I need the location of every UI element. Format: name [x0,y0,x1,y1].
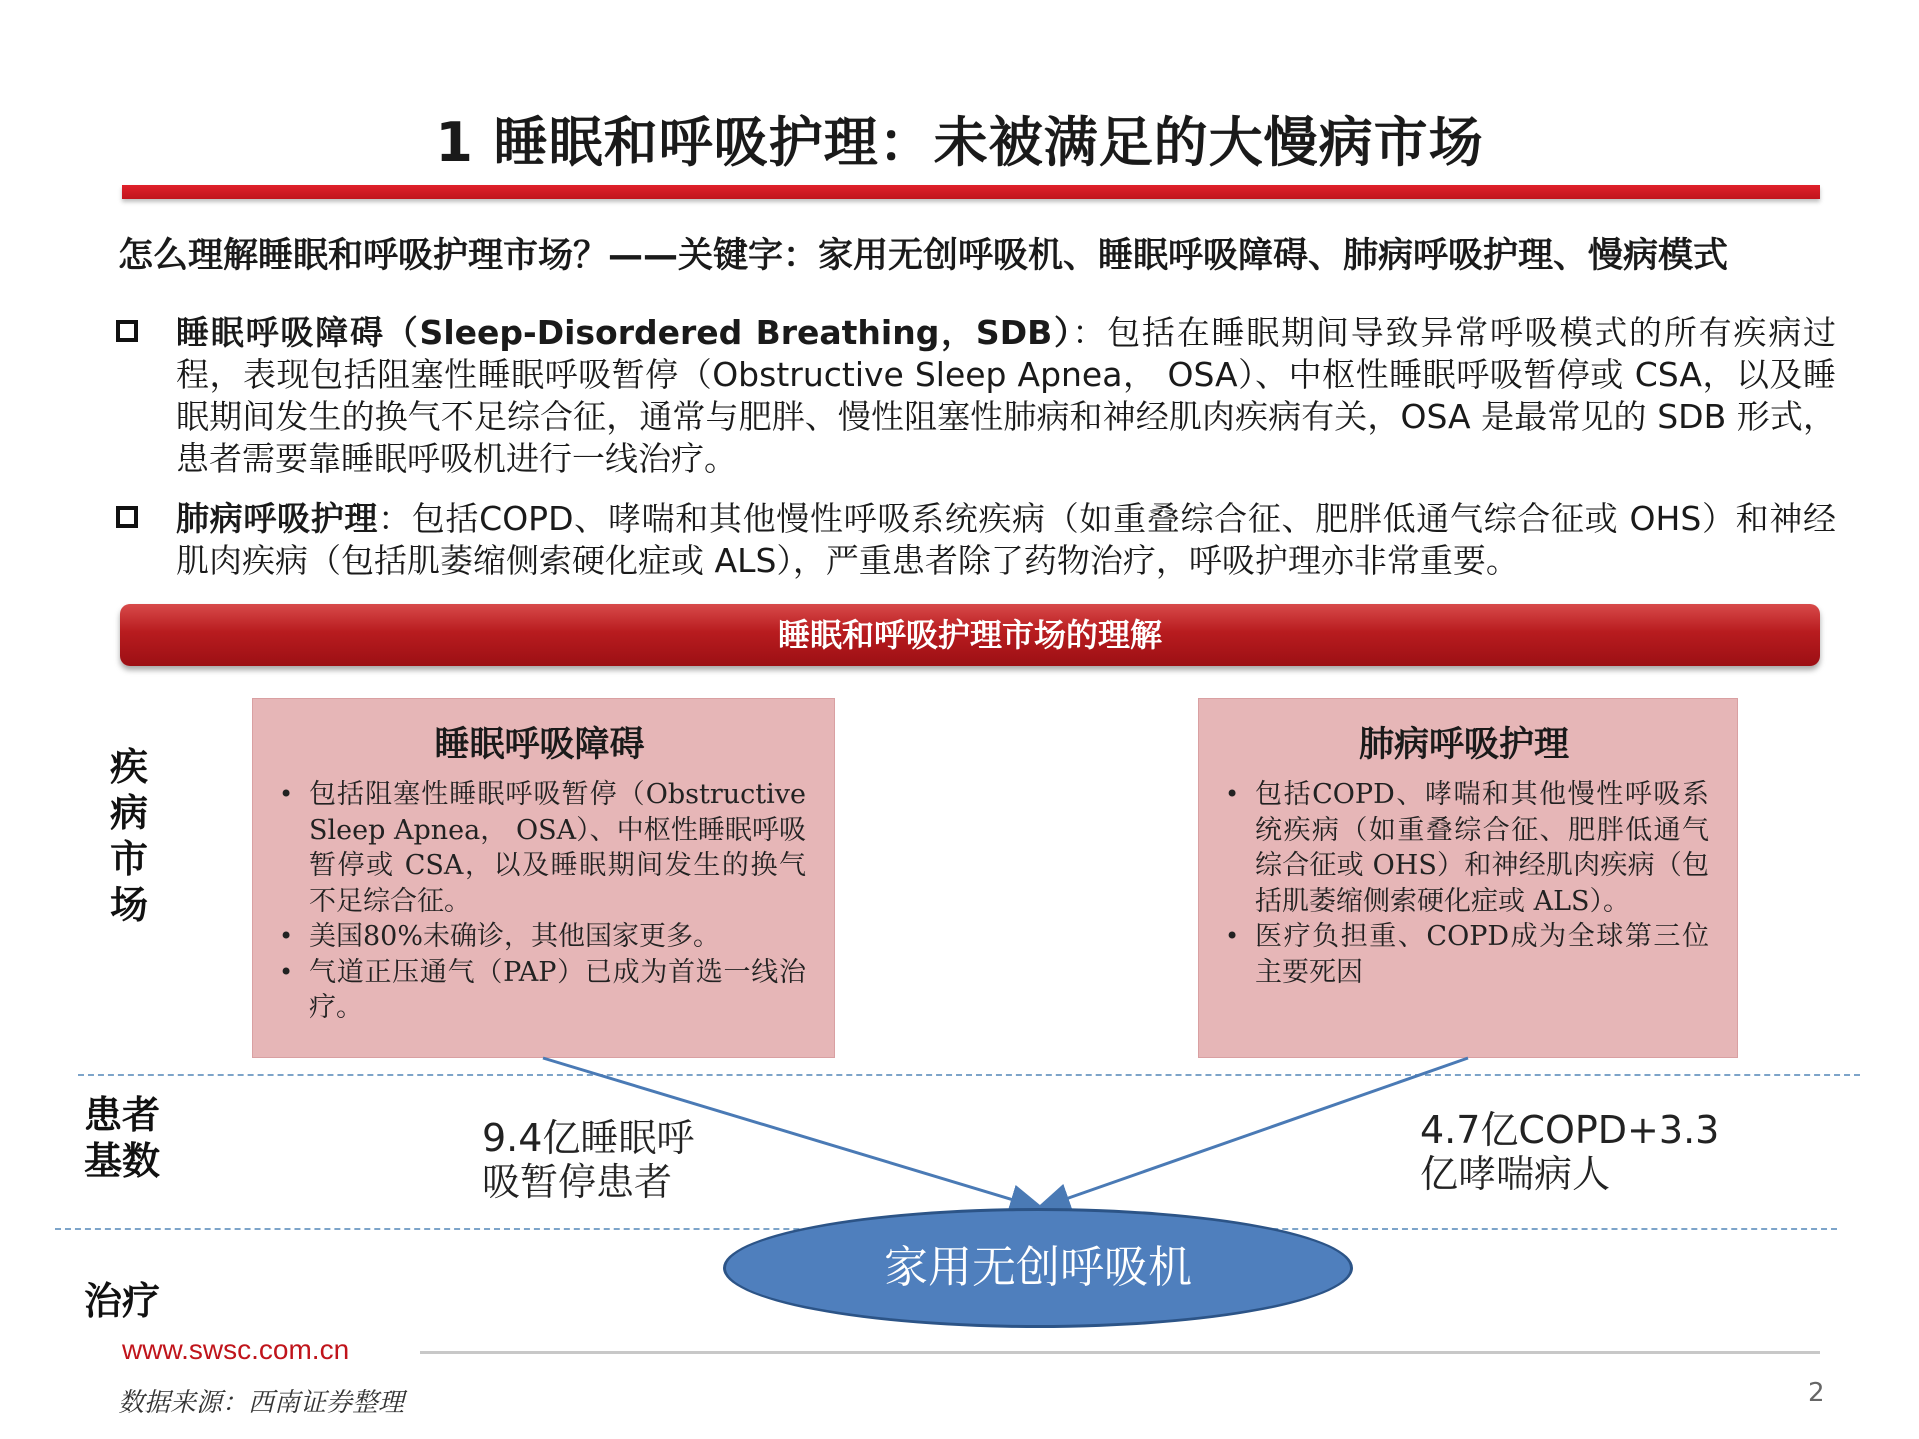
arrow-right [1040,1058,1468,1208]
patient-count-sleep-apnea: 9.4亿睡眠呼吸暂停患者 [482,1116,695,1204]
section-banner: 睡眠和呼吸护理市场的理解 [120,604,1820,666]
bullet-text: ：包括COPD、哮喘和其他慢性呼吸系统疾病（如重叠综合征、肥胖低通气综合征或 OHS）和神经肌肉疾病（包括肌萎缩侧索硬化症或 ALS），严重患者除了药物治疗，呼吸护理亦非常重要。 [176,499,1836,580]
list-item: • 包括阻塞性睡眠呼吸暂停（Obstructive Sleep Apnea， OSA）、中枢性睡眠呼吸暂停或 CSA，以及睡眠期间发生的换气不足综合征。 [273,777,806,919]
list-item: • 医疗负担重、COPD成为全球第三位主要死因 [1219,919,1709,990]
bullet-text: ：包括在睡眠期间导致异常呼吸模式的所有疾病过程，表现包括阻塞性睡眠呼吸暂停（Obstructive Sleep Apnea， OSA）、中枢性睡眠呼吸暂停或 CSA，以及睡眠期间发生的换气不足综合征，通常与肥胖、慢性阻塞性肺病和神经肌肉疾病有关，OSA 是最常见的 SDB 形式，患者需要靠睡眠呼吸机进行一线治疗。 [176,313,1837,478]
card-title: 肺病呼吸护理 [1358,724,1569,765]
row-label-disease-market: 疾病市场 [109,745,148,927]
bullet-lead: 肺病呼吸护理 [176,499,379,538]
data-source: 数据来源：西南证券整理 [118,1388,405,1418]
list-item: • 气道正压通气（PAP）已成为首选一线治疗。 [273,955,806,1026]
footer-divider [420,1351,1820,1354]
key-question: 怎么理解睡眠和呼吸护理市场？——关键字：家用无创呼吸机、睡眠呼吸障碍、肺病呼吸护理、慢病模式 [118,236,1729,276]
row-label-treatment: 治疗 [84,1279,161,1323]
list-item: • 美国80%未确诊，其他国家更多。 [273,919,806,955]
list-item: • 包括COPD、哮喘和其他慢性呼吸系统疾病（如重叠综合征、肥胖低通气综合征或 OHS）和神经肌肉疾病（包括肌萎缩侧索硬化症或 ALS）。 [1219,777,1709,919]
bullet-lead: 睡眠呼吸障碍（Sleep-Disordered Breathing，SDB） [176,313,1073,352]
patient-count-copd-asthma: 4.7亿COPD+3.3亿哮喘病人 [1420,1108,1720,1196]
page-number: 2 [1808,1378,1825,1408]
page-title: 1 睡眠和呼吸护理：未被满足的大慢病市场 [435,111,1484,174]
row-label-patient-base: 患者基数 [84,1093,161,1183]
footer-url[interactable]: www.swsc.com.cn [122,1334,350,1365]
treatment-ellipse: 家用无创呼吸机 [723,1208,1353,1328]
card-title: 睡眠呼吸障碍 [434,724,645,765]
